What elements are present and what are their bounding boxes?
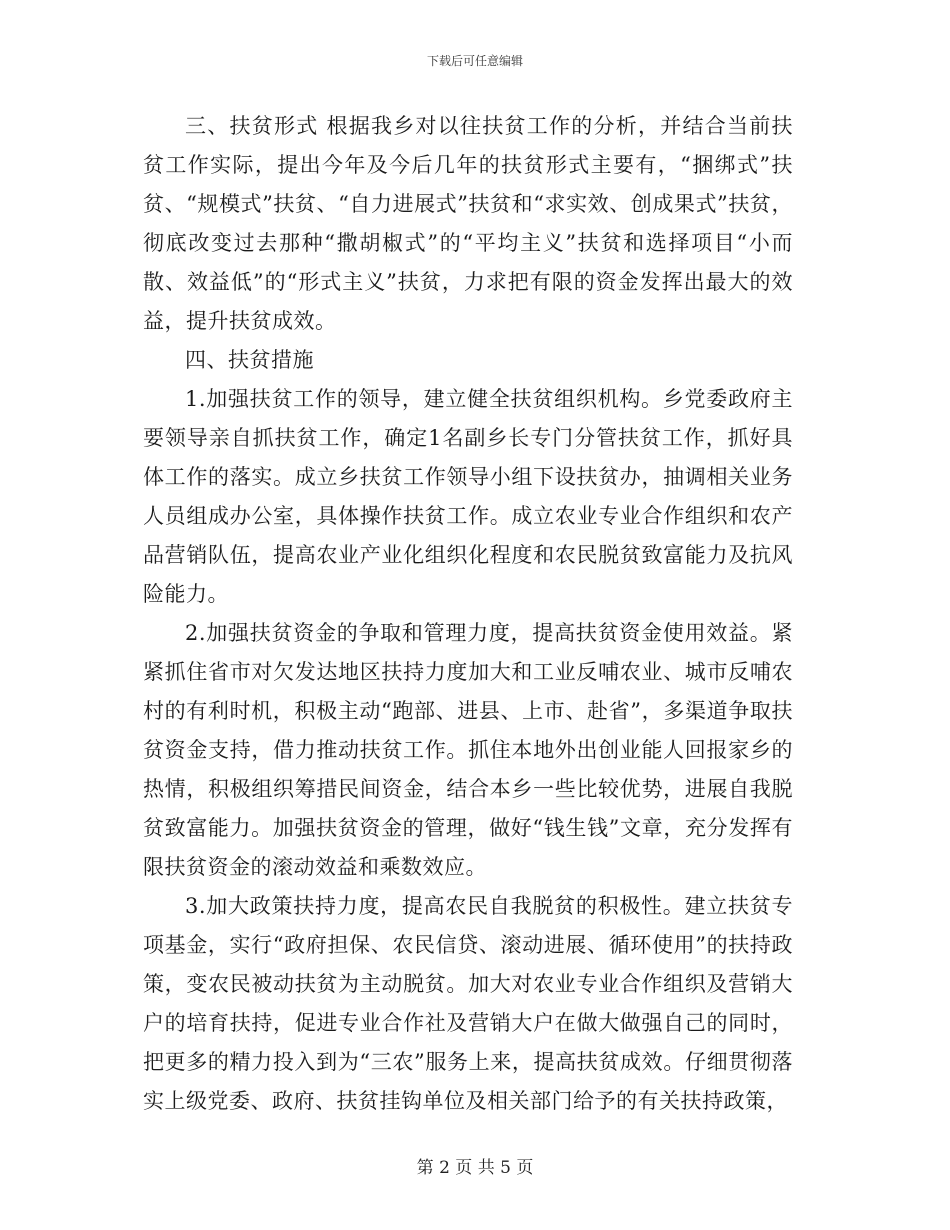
paragraph-measure-3: 3.加大政策扶持力度，提高农民自我脱贫的积极性。建立扶贫专项基金，实行“政府担保、农民信贷、滚动进展、循环使用”的扶持政策，变农民被动扶贫为主动脱贫。加大对农业专业合作组织及营销大户的培育扶持，促进专业合作社及营销大户在做大做强自己的同时，把更多的精力投入到为“三农”服务上来，提高扶贫成效。仔细贯彻落实上级党委、政府、扶贫挂钩单位及相关部门给予的有关扶持政策，	[143, 894, 793, 1113]
paragraph-measure-2: 2.加强扶贫资金的争取和管理力度，提高扶贫资金使用效益。紧紧抓住省市对欠发达地区扶持力度加大和工业反哺农业、城市反哺农村的有利时机，积极主动“跑部、进县、上市、赴省”，多渠道争取扶贫资金支持，借力推动扶贫工作。抓住本地外出创业能人回报家乡的热情，积极组织筹措民间资金，结合本乡一些比较优势，进展自我脱贫致富能力。加强扶贫资金的管理，做好“钱生钱”文章，充分发挥有限扶贫资金的滚动效益和乘数效应。	[143, 621, 793, 879]
paragraph-measure-1: 1.加强扶贫工作的领导，建立健全扶贫组织机构。乡党委政府主要领导亲自抓扶贫工作，确定1名副乡长专门分管扶贫工作，抓好具体工作的落实。成立乡扶贫工作领导小组下设扶贫办，抽调相关业务人员组成办公室，具体操作扶贫工作。成立农业专业合作组织和农产品营销队伍，提高农业产业化组织化程度和农民脱贫致富能力及抗风险能力。	[143, 387, 793, 606]
heading-poverty-measures: 四、扶贫措施	[185, 348, 314, 372]
paragraph-poverty-forms: 三、扶贫形式 根据我乡对以往扶贫工作的分析，并结合当前扶贫工作实际，提出今年及今后几年的扶贫形式主要有，“捆绑式”扶贫、“规模式”扶贫、“自力进展式”扶贫和“求实效、创成果式”扶贫，彻底改变过去那种“撒胡椒式”的“平均主义”扶贫和选择项目“小而散、效益低”的“形式主义”扶贫，力求把有限的资金发挥出最大的效益，提升扶贫成效。	[143, 114, 793, 333]
document-body	[143, 107, 793, 1121]
page-number: 第 2 页 共 5 页	[416, 1158, 534, 1178]
page-header: 下载后可任意编辑	[426, 54, 523, 68]
